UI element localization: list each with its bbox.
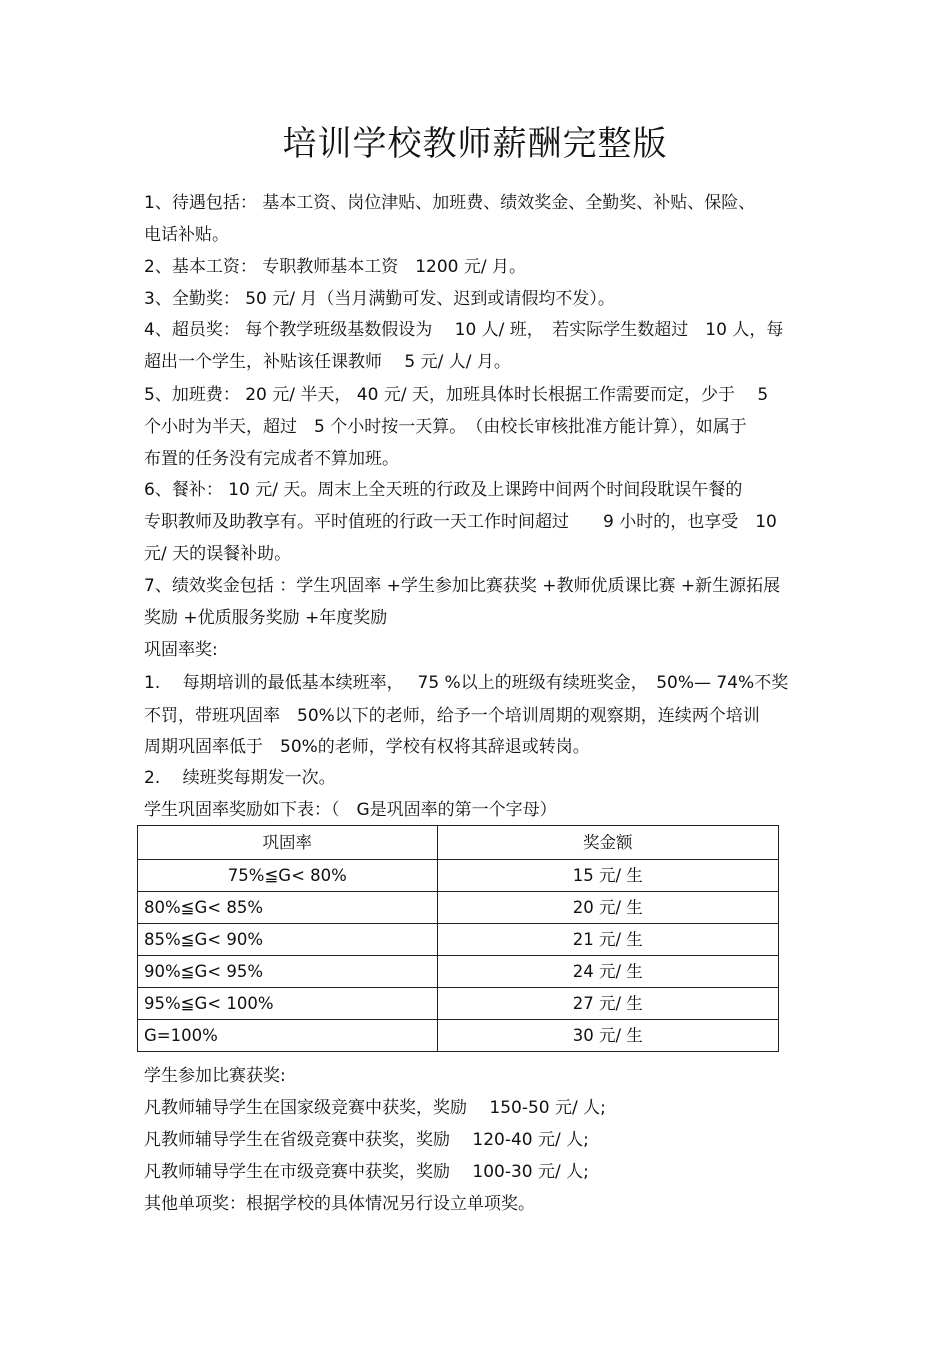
- table-header-row: [138, 826, 779, 860]
- header-amount: 奖金额: [437, 826, 778, 860]
- text-line: 超出一个学生，补贴该任课教师 5 元/ 人/ 月。: [144, 352, 511, 372]
- text-line: 巩固率奖:: [144, 640, 218, 660]
- text-line: 4、超员奖： 每个教学班级基数假设为 10 人/ 班， 若实际学生数超过 10 人，每: [144, 320, 784, 340]
- amount-cell: 27 元/ 生: [437, 988, 778, 1020]
- rate-cell: 75%≦G< 80%: [138, 860, 438, 892]
- table-row: [138, 892, 779, 924]
- text-line: 凡教师辅导学生在省级竞赛中获奖，奖励 120-40 元/ 人;: [144, 1130, 589, 1150]
- text-line: 电话补贴。: [144, 225, 229, 245]
- amount-cell: 24 元/ 生: [437, 956, 778, 988]
- text-line: 元/ 天的误餐补助。: [144, 544, 292, 564]
- text-line: 凡教师辅导学生在国家级竞赛中获奖，奖励 150-50 元/ 人;: [144, 1098, 606, 1118]
- rate-cell: 80%≦G< 85%: [138, 892, 438, 924]
- text-line: 周期巩固率低于 50%的老师，学校有权将其辞退或转岗。: [144, 737, 590, 757]
- table-row: [138, 860, 779, 892]
- table-row: [138, 988, 779, 1020]
- amount-cell: 20 元/ 生: [437, 892, 778, 924]
- text-line: 凡教师辅导学生在市级竞赛中获奖，奖励 100-30 元/ 人;: [144, 1162, 589, 1182]
- table-row: [138, 1020, 779, 1052]
- text-line: 个小时为半天，超过 5 个小时按一天算。 （由校长审核批准方能计算），如属于: [144, 417, 747, 437]
- document-title: 培训学校教师薪酬完整版: [282, 124, 668, 164]
- text-line: 2. 续班奖每期发一次。: [144, 768, 336, 788]
- text-line: 专职教师及助教享有。平时值班的行政一天工作时间超过 9 小时的，也享受 10: [144, 512, 777, 532]
- text-line: 7、绩效奖金包括 ：学生巩固率 +学生参加比赛获奖 +教师优质课比赛 +新生源拓展: [144, 576, 781, 596]
- rate-cell: 95%≦G< 100%: [138, 988, 438, 1020]
- rate-cell: 85%≦G< 90%: [138, 924, 438, 956]
- text-line: 3、全勤奖： 50 元/ 月（当月满勤可发、迟到或请假均不发）。: [144, 289, 615, 309]
- rate-cell: 90%≦G< 95%: [138, 956, 438, 988]
- text-line: 6、餐补： 10 元/ 天。周末上全天班的行政及上课跨中间两个时间段耽误午餐的: [144, 480, 743, 500]
- amount-cell: 21 元/ 生: [437, 924, 778, 956]
- table-row: [138, 924, 779, 956]
- text-line: 学生参加比赛获奖:: [144, 1066, 286, 1086]
- table-row: [138, 956, 779, 988]
- text-line: 1. 每期培训的最低基本续班率， 75 %以上的班级有续班奖金， 50%— 74%不奖: [144, 673, 789, 693]
- text-line: 其他单项奖：根据学校的具体情况另行设立单项奖。: [144, 1194, 535, 1214]
- rate-cell: G=100%: [138, 1020, 438, 1052]
- reward-table: [137, 825, 779, 1052]
- table-caption: 学生巩固率奖励如下表：（ G是巩固率的第一个字母）: [144, 800, 557, 820]
- text-line: 5、加班费： 20 元/ 半天， 40 元/ 天，加班具体时长根据工作需要而定，少于 5: [144, 385, 769, 405]
- text-line: 1、待遇包括： 基本工资、岗位津贴、加班费、绩效奖金、全勤奖、补贴、保险、: [144, 193, 756, 213]
- amount-cell: 15 元/ 生: [437, 860, 778, 892]
- amount-cell: 30 元/ 生: [437, 1020, 778, 1052]
- text-line: 布置的任务没有完成者不算加班。: [144, 449, 399, 469]
- text-line: 不罚，带班巩固率 50%以下的老师，给予一个培训周期的观察期，连续两个培训: [144, 706, 760, 726]
- header-rate: 巩固率: [138, 826, 438, 860]
- text-line: 2、基本工资： 专职教师基本工资 1200 元/ 月。: [144, 257, 527, 277]
- text-line: 奖励 +优质服务奖励 +年度奖励: [144, 608, 388, 628]
